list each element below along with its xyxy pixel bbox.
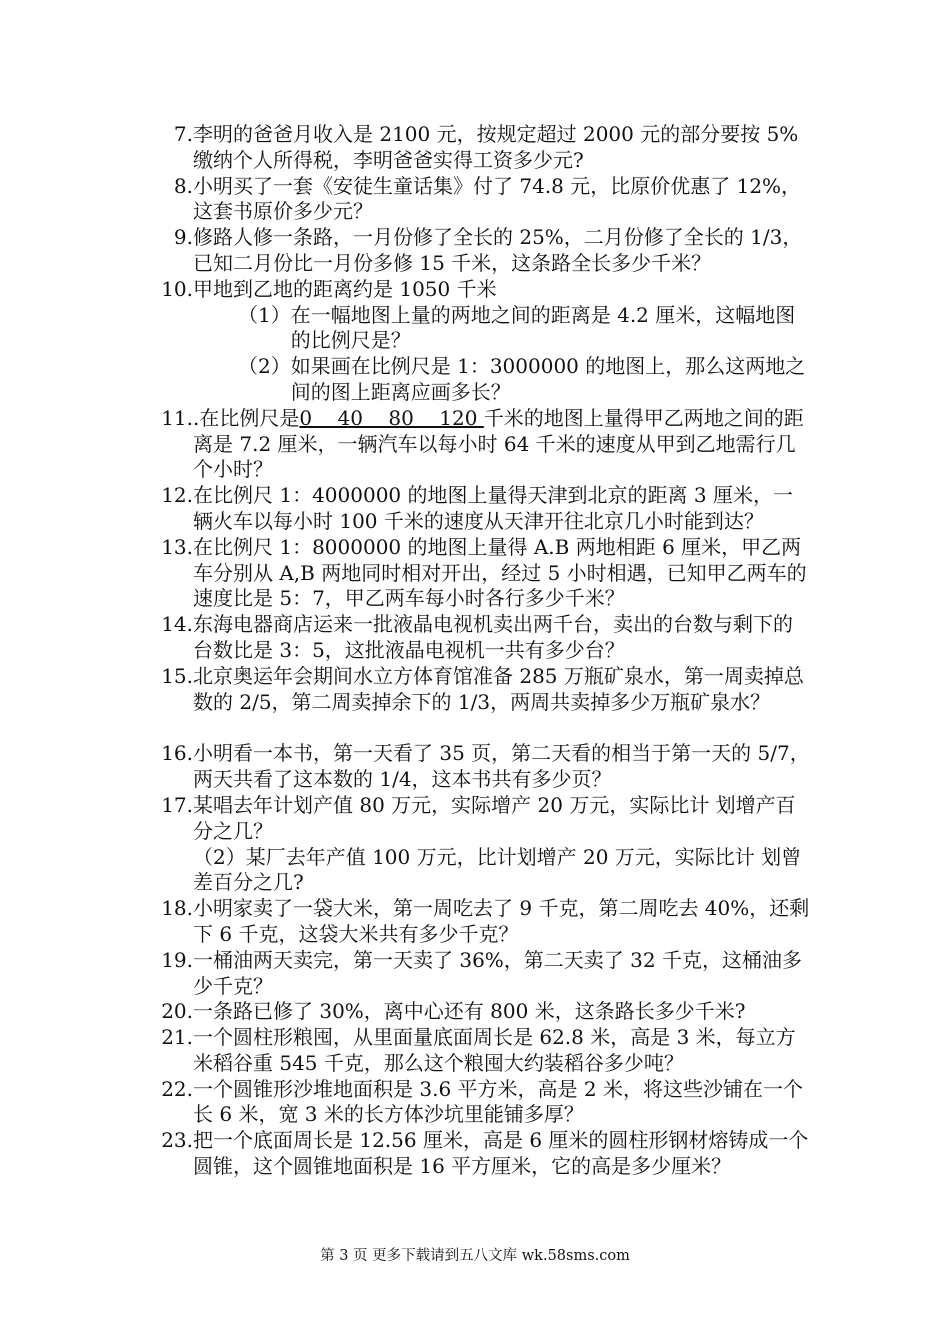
sub-problem-number: （1）: [238, 302, 291, 327]
sub-problem-text: 如果画在比例尺是 1：3000000 的地图上，那么这两地之间的图上距离应画多长？: [290, 354, 806, 404]
problem-text: 在比例尺 1：8000000 的地图上量得 A.B 两地相距 6 厘米，甲乙两车分别从 A,B 两地同时相对开出，经过 5 小时相遇，已知甲乙两车的速度比是 5：7，甲乙两车每小时各行多少千米？: [193, 534, 807, 611]
problem-text: 一个圆柱形粮囤，从里面量底面周长是 62.8 米，高是 3 米，每立方米稻谷重 545 千克，那么这个粮囤大约装稻谷多少吨？: [193, 1025, 796, 1075]
problem-13: [155, 535, 810, 612]
problem-text: 把一个底面周长是 12.56 厘米，高是 6 厘米的圆柱形钢材熔铸成一个圆锥，这个圆锥地面积是 16 平方厘米，它的高是多少厘米？: [193, 1128, 809, 1179]
problem-number: 12.: [161, 483, 193, 508]
problem-9: [155, 225, 810, 277]
problem-number: 9.: [173, 225, 193, 250]
problem-number: 8.: [173, 173, 193, 198]
problem-number: 20.: [161, 999, 193, 1024]
problem-text: 一桶油两天卖完，第一天卖了 36%，第二天卖了 32 千克，这桶油多少千克？: [193, 947, 802, 998]
problem-text: 小明看一本书，第一天看了 35 页，第二天看的相当于第一天的 5/7，两天共看了这本数的 1/4，这本书共有多少页？: [193, 741, 810, 792]
problem-number: 17.: [161, 792, 193, 817]
problem-14: [155, 612, 810, 664]
problem-text: 北京奥运年会期间水立方体育馆准备 285 万瓶矿泉水，第一周卖掉总数的 2/5，第二周卖掉余下的 1/3，两周共卖掉多少万瓶矿泉水？: [193, 663, 804, 714]
sub-problem-text: 在一幅地图上量的两地之间的距离是 4.2 厘米，这幅地图的比例尺是？: [290, 302, 796, 353]
problem-number: 13.: [161, 534, 193, 559]
problem-list: [155, 122, 810, 1180]
problem-number: 22.: [161, 1076, 193, 1101]
problem-23: [155, 1128, 810, 1180]
problem-number: 14.: [161, 612, 193, 637]
map-scale-bar: 0 40 80 120: [299, 405, 484, 430]
problem-number: 21.: [161, 1025, 193, 1050]
problem-text: 某唱去年计划产值 80 万元，实际增产 20 万元，实际比计 划增产百分之几？: [193, 792, 796, 843]
problem-number: 11.: [161, 405, 193, 430]
problem-text: 一个圆锥形沙堆地面积是 3.6 平方米，高是 2 米，将这些沙铺在一个长 6 米，宽 3 米的长方体沙坑里能铺多厚？: [193, 1076, 803, 1127]
problem-number: 19.: [161, 947, 193, 972]
sub-problem-2: [238, 354, 810, 406]
problem-text: 修路人修一条路，一月份修了全长的 25%，二月份修了全长的 1/3，已知二月份比一月份多修 15 千米，这条路全长多少千米？: [193, 225, 803, 275]
blank-line: [155, 715, 810, 741]
sub-problem-1: [238, 303, 810, 355]
problem-16: [155, 741, 810, 793]
problem-number: 18.: [161, 896, 193, 921]
problem-text: 李明的爸爸月收入是 2100 元，按规定超过 2000 元的部分要按 5%缴纳个人所得税，李明爸爸实得工资多少元?: [193, 122, 799, 172]
problem-text: 小明买了一套《安徒生童话集》付了 74.8 元，比原价优惠了 12%，这套书原价多少元？: [193, 173, 802, 224]
problem-text-post: 千米的地图上量得甲乙两地之间的距离是 7.2 厘米，一辆汽车以每小时 64 千米的速度从甲到乙地需行几个小时？: [193, 405, 804, 482]
problem-20: [155, 999, 810, 1025]
problem-number: 10.: [161, 276, 193, 301]
problem-10: [155, 277, 810, 303]
problem-15: [155, 664, 810, 716]
problem-text-pre: .在比例尺是: [193, 405, 300, 430]
problem-8: [155, 174, 810, 226]
page-footer: 第 3 页 更多下载请到五八文库 wk.58sms.com: [320, 1248, 630, 1264]
problem-7: [155, 122, 810, 174]
problem-22: [155, 1077, 810, 1129]
problem-number: 23.: [161, 1128, 193, 1153]
problem-text: 东海电器商店运来一批液晶电视机卖出两千台，卖出的台数与剩下的台数比是 3：5，这批液晶电视机一共有多少台？: [193, 612, 793, 662]
problem-number: 16.: [161, 741, 193, 766]
sub-problem-number: （2）: [238, 354, 291, 379]
problem-17-part-2: （2）某厂去年产值 100 万元，比计划增产 20 万元，实际比计 划曾差百分之几?: [193, 844, 802, 895]
problem-text: 甲地到乙地的距离约是 1050 千米: [193, 276, 497, 301]
problem-text: 在比例尺 1：4000000 的地图上量得天津到北京的距离 3 厘米，一辆火车以每小时 100 千米的速度从天津开往北京几小时能到达？: [193, 483, 793, 533]
problem-number: 7.: [173, 122, 193, 146]
problem-text: 小明家卖了一袋大米，第一周吃去了 9 千克，第二周吃去 40%，还剩下 6 千克，这袋大米共有多少千克？: [193, 896, 810, 946]
problem-text: 一条路已修了 30%，离中心还有 800 米，这条路长多少千米?: [193, 999, 746, 1024]
problem-18: [155, 896, 810, 948]
problem-number: 15.: [161, 663, 193, 688]
problem-21: [155, 1025, 810, 1077]
problem-text: [193, 406, 810, 483]
problem-17: [155, 793, 810, 845]
problem-12: [155, 483, 810, 535]
problem-11: [155, 406, 810, 483]
problem-19: [155, 948, 810, 1000]
